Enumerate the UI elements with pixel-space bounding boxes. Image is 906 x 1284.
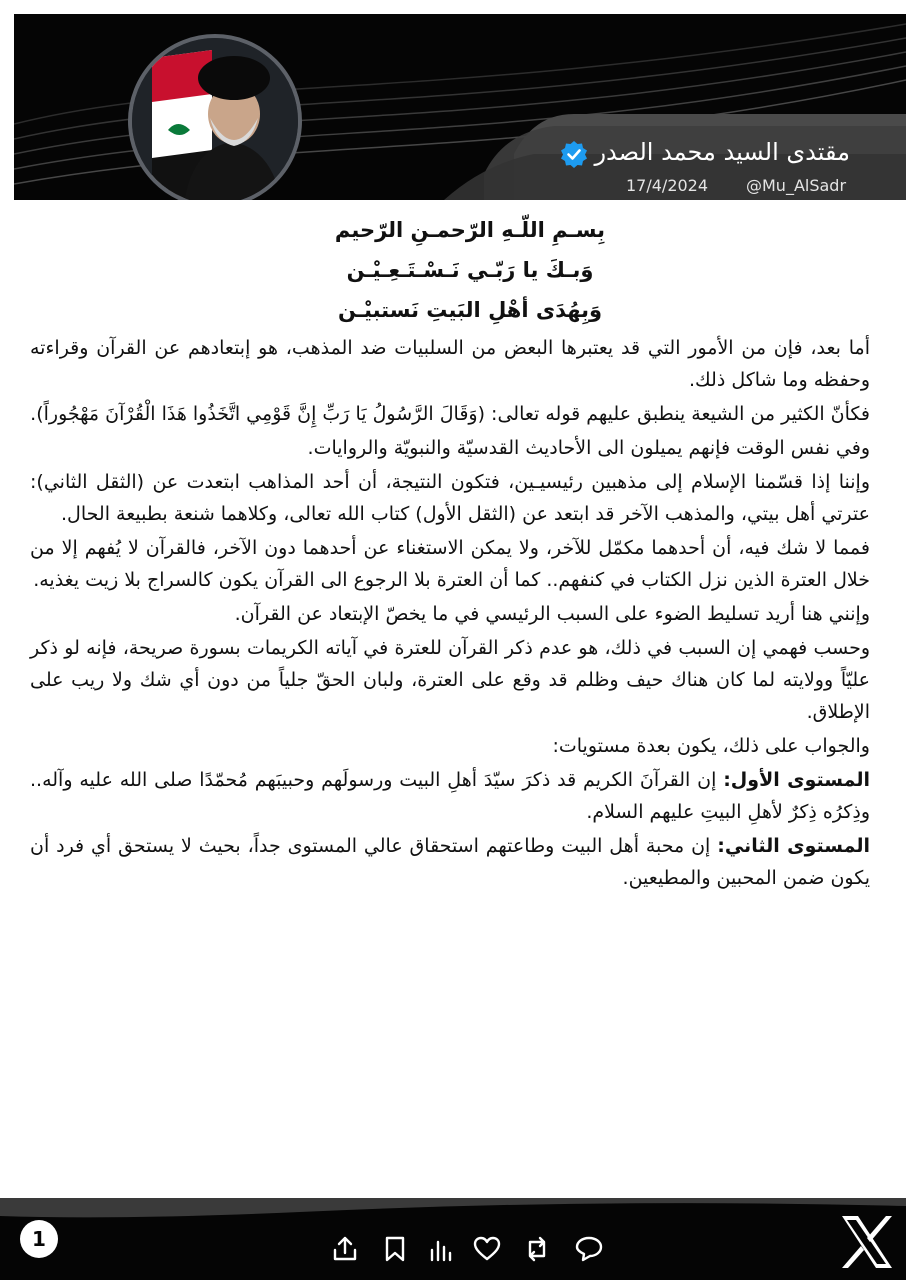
display-name[interactable]: مقتدى السيد محمد الصدر	[594, 138, 850, 166]
avatar[interactable]	[128, 34, 302, 200]
paragraph: فمما لا شك فيه، أن أحدهما مكمّل للآخر، ولا يمكن الاستغناء عن أحدهما دون الآخر، فالقرآن لا يُفهم إلا من خلال العترة الذين نزل الكتاب في كنفهم.. كما أن العترة بلا الرجوع الى القرآن يكون كالسراج بلا زيت يغذيه.	[30, 537, 870, 591]
user-handle[interactable]: @Mu_AlSadr	[746, 176, 847, 195]
paragraph: فكأنّ الكثير من الشيعة ينطبق عليهم قوله تعالى: (وَقَالَ الرَّسُولُ يَا رَبِّ إِنَّ قَوْمِي اتَّخَذُوا هَذَا الْقُرْآنَ مَهْجُوراً).	[30, 403, 870, 425]
paragraph: وحسب فهمي إن السبب في ذلك، هو عدم ذكر القرآن للعترة في آياته الكريمات بسورة صريحة، فإنه لو ذكر عليّاً وولايته لما كان هناك حيف وظلم قد وقع على العترة، ولبان الحقّ جلياً من دون أي شك ولا ريب على الإطلاق.	[30, 637, 870, 723]
paragraph: والجواب على ذلك، يكون بعدة مستويات:	[552, 735, 870, 757]
paragraph: المستوى الأول: إن القرآنَ الكريم قد ذكرَ سيّدَ أهلِ البيت ورسولَهم وحبيبَهم مُحمّدًا صلى الله عليه وآله.. وذِكرُه ذِكرٌ لأهلِ البيتِ عليهم السلام.	[30, 769, 870, 823]
reply-icon[interactable]	[574, 1234, 604, 1264]
share-icon[interactable]	[330, 1234, 360, 1264]
basmala-line: بِسـمِ اللّـهِ الرّحمـنِ الرّحيم	[334, 218, 606, 242]
paragraph: المستوى الثاني: إن محبة أهل البيت وطاعتهم استحقاق عالي المستوى جداً، بحيث لا يستحق أي فرد أن يكون ضمن المحبين والمطيعين.	[30, 835, 870, 889]
x-logo-icon	[836, 1212, 896, 1272]
repost-icon[interactable]	[522, 1234, 552, 1264]
avatar-portrait	[132, 38, 298, 200]
paragraph: وفي نفس الوقت فإنهم يميلون الى الأحاديث القدسيّة والنبويّة والروايات.	[307, 437, 870, 459]
post-date: 17/4/2024	[626, 176, 709, 195]
level-label: المستوى الثاني:	[717, 835, 870, 857]
bookmark-icon[interactable]	[380, 1234, 410, 1264]
like-icon[interactable]	[472, 1234, 502, 1264]
verified-badge-icon	[560, 140, 588, 168]
paragraph: وإننا إذا قسّمنا الإسلام إلى مذهبين رئيسيـين، فتكون النتيجة، أن أحد المذاهب ابتعدت عن (الثقل الثاني): عترتي أهل بيتي، والمذهب الآخر قد ابتعد عن (الثقل الأول) كتاب الله تعالى، وكلاهما شنعة بطبيعة الحال.	[30, 471, 870, 525]
paragraph: وإنني هنا أريد تسليط الضوء على السبب الرئيسي في ما يخصّ الإبتعاد عن القرآن.	[234, 603, 870, 625]
views-icon[interactable]	[426, 1234, 456, 1264]
level-label: المستوى الأول:	[723, 769, 870, 791]
page-number-badge: 1	[20, 1220, 58, 1258]
tweet-body	[30, 210, 870, 894]
basmala-line: وَبِهُدَى أهْلِ البَيتِ نَستبيْـن	[337, 298, 603, 322]
basmala-line: وَبـكَ يا رَبّـي نَـسْـتَـعِـيْـن	[346, 258, 594, 282]
tweet-header	[14, 14, 906, 200]
paragraph: أما بعد، فإن من الأمور التي قد يعتبرها البعض من السلبيات ضد المذهب، هو إبتعادهم عن القرآن وقراءته وحفظه وما شاكل ذلك.	[30, 337, 870, 391]
